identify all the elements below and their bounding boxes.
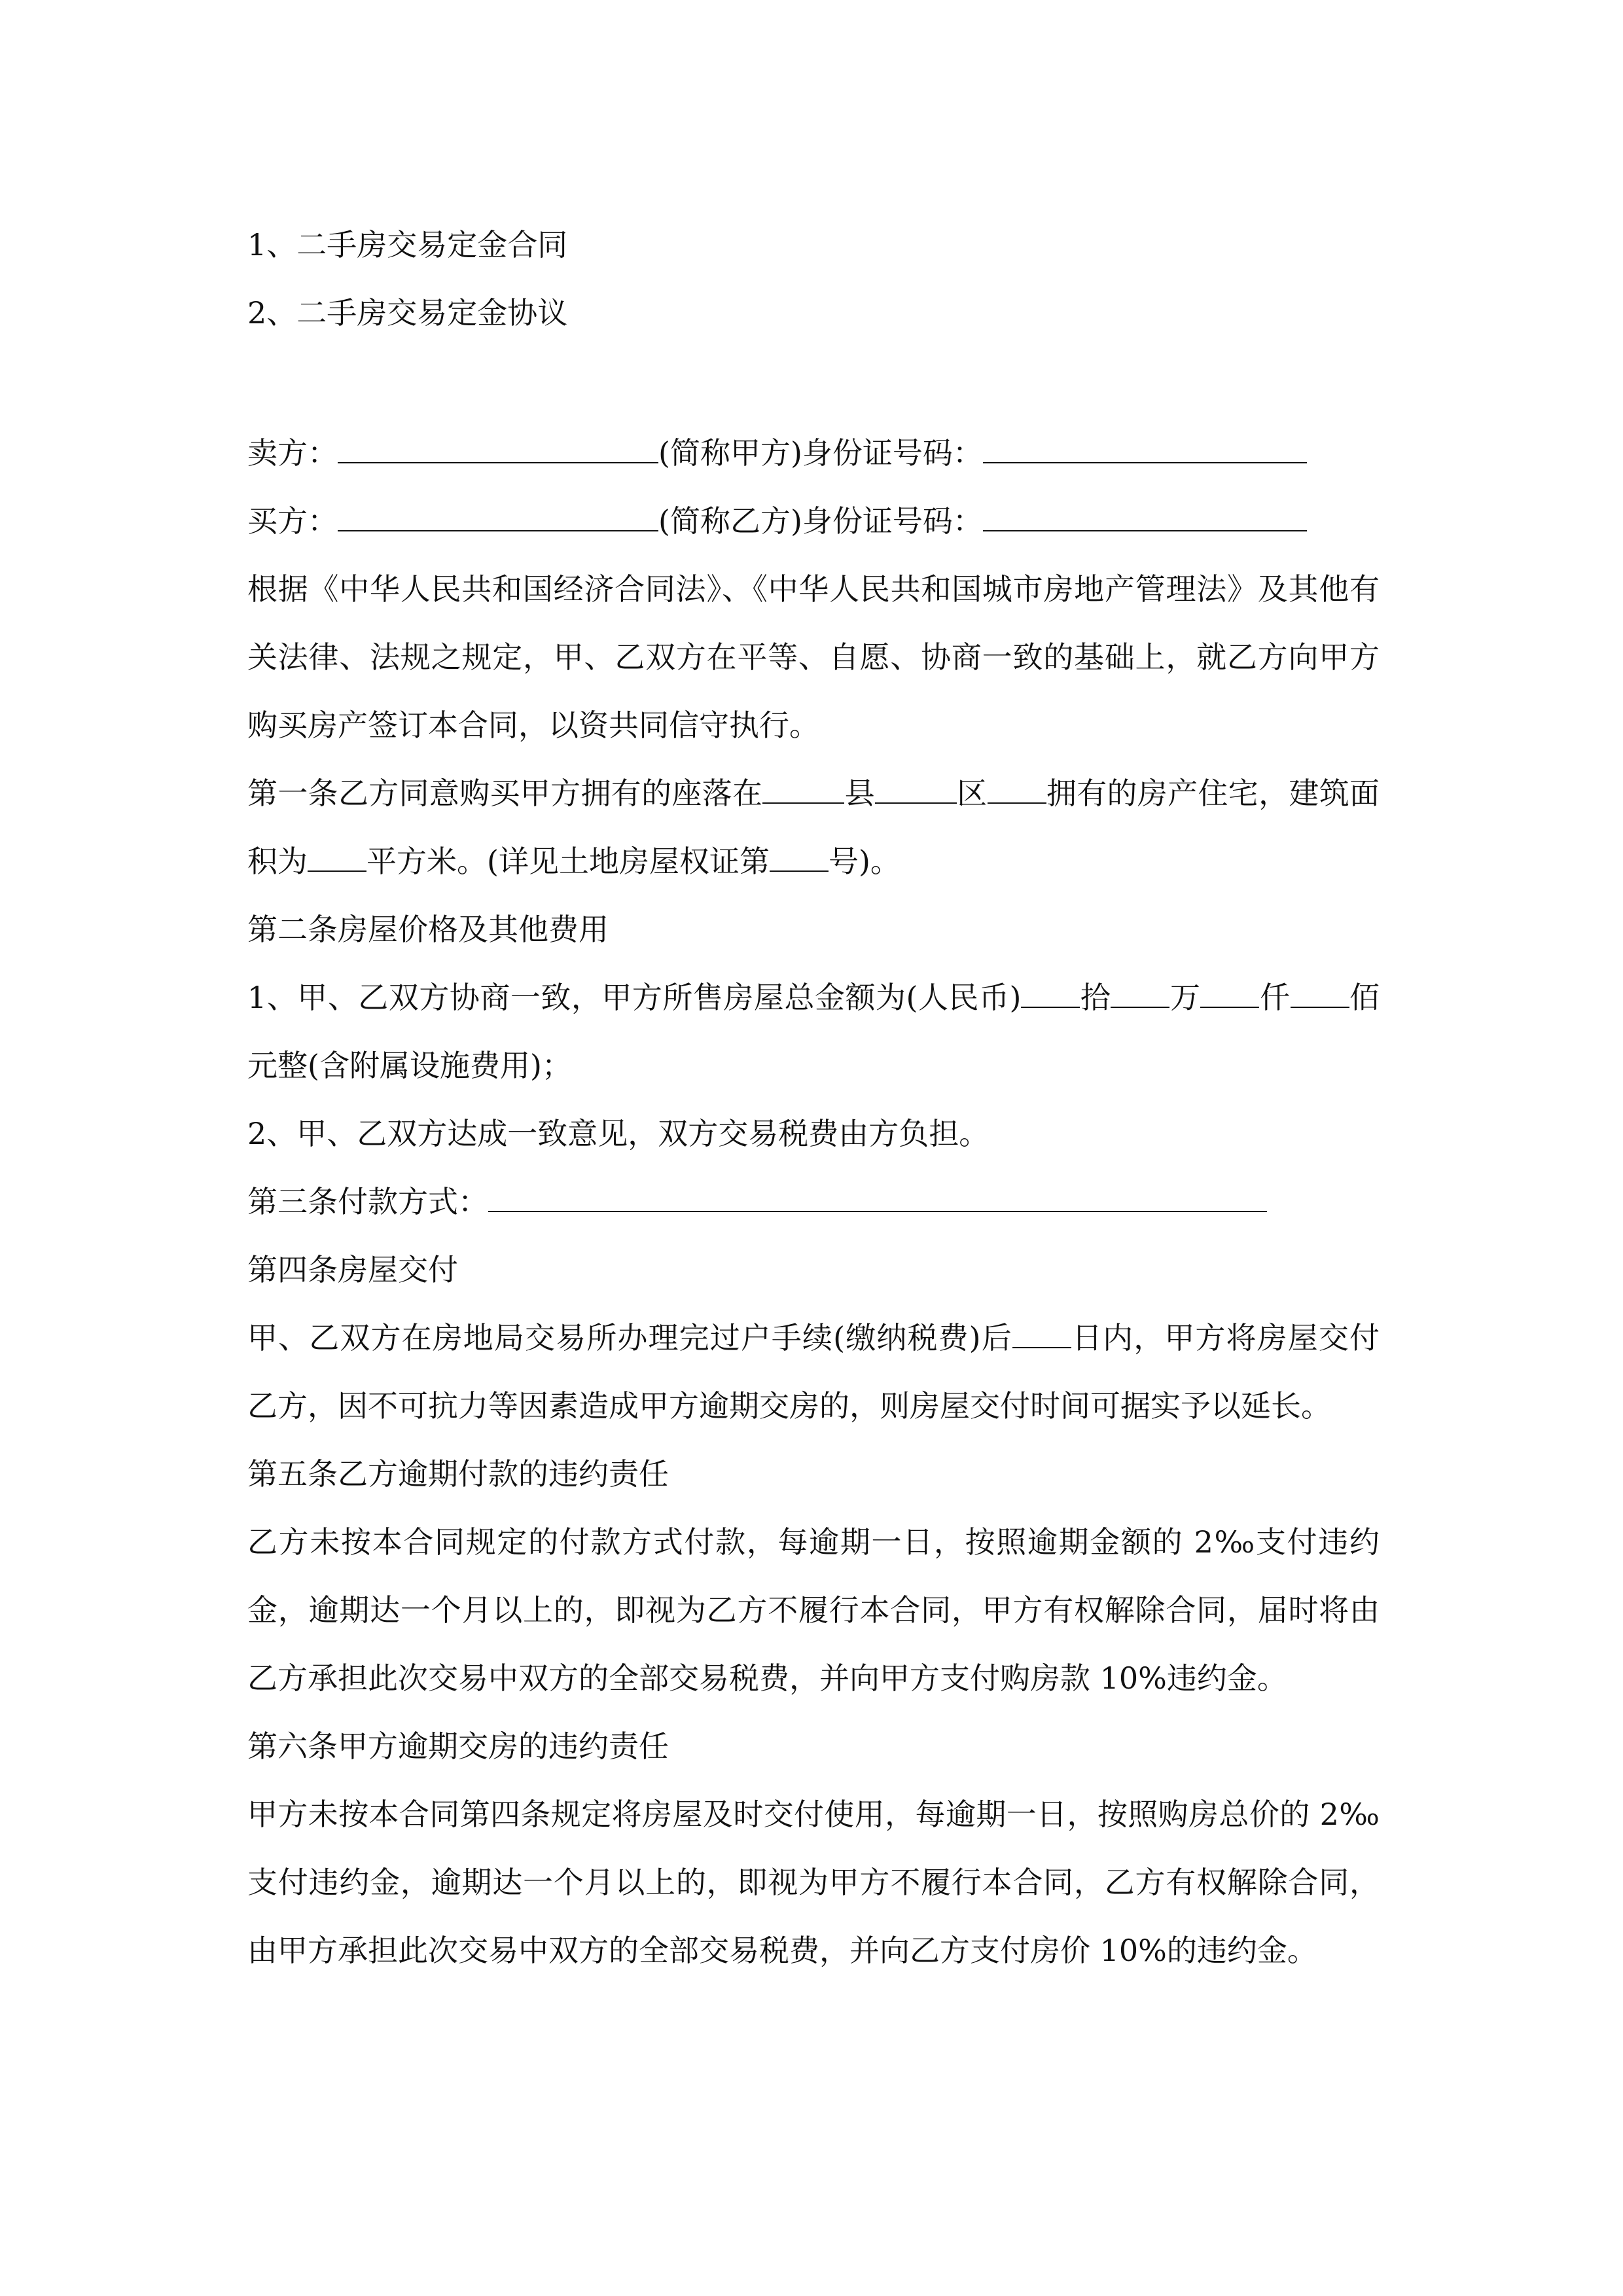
article-4-text-1: 甲、乙双方在房地局交易所办理完过户手续(缴纳税费)后	[247, 1320, 1012, 1355]
seller-note: (简称甲方)身份证号码：	[658, 435, 983, 471]
area-unit-text: 平方米。(详见土地房屋权证第	[366, 844, 770, 879]
article-1	[247, 759, 1380, 895]
delivery-days-blank	[1012, 1325, 1071, 1348]
toc-item-1: 1、二手房交易定金合同	[247, 227, 568, 262]
article-1-text-2: 拥有的房产住宅，建	[1046, 776, 1319, 811]
price-blank-4	[1291, 984, 1349, 1008]
price-blank-1	[1021, 984, 1080, 1008]
article-1-end: 号)。	[828, 844, 901, 879]
price-unit-shi: 拾	[1080, 980, 1111, 1015]
article-2-heading: 第二条房屋价格及其他费用	[247, 912, 609, 947]
buyer-line	[247, 487, 1380, 555]
article-3	[247, 1168, 1380, 1236]
payment-method-blank	[488, 1189, 1267, 1212]
article-4-text-2: 日内，甲方将房屋交付乙方，因不可抗力等因素造成甲方逾期交房的，则房屋交付时间可据实予以延长。	[247, 1320, 1380, 1424]
seller-id-blank	[983, 440, 1307, 463]
seller-label: 卖方：	[247, 435, 338, 471]
payment-method-label: 第三条付款方式：	[247, 1184, 488, 1219]
seller-name-blank	[338, 440, 658, 463]
article-4-body	[247, 1304, 1380, 1440]
article-4-heading: 第四条房屋交付	[247, 1252, 458, 1287]
intro-paragraph: 根据《中华人民共和国经济合同法》、《中华人民共和国城市房地产管理法》及其他有关法律、法规之规定，甲、乙双方在平等、自愿、协商一致的基础上，就乙方向甲方购买房产签订本合同，以资共同信守执行。	[247, 571, 1380, 743]
article-5-body: 乙方未按本合同规定的付款方式付款，每逾期一日，按照逾期金额的 2‰支付违约金，逾期达一个月以上的，即视为乙方不履行本合同，甲方有权解除合同，届时将由乙方承担此次交易中双方的全部交易税费，并向甲方支付购房款 10%违约金。	[247, 1524, 1380, 1696]
article-6-heading: 第六条甲方逾期交房的违约责任	[247, 1729, 669, 1764]
county-blank	[762, 780, 844, 804]
spacer	[247, 347, 1380, 419]
document-body	[247, 211, 1380, 1984]
price-blank-3	[1200, 984, 1259, 1008]
district-blank	[875, 780, 957, 804]
buyer-name-blank	[338, 508, 658, 531]
article-1-text: 第一条乙方同意购买甲方拥有的座落在	[247, 776, 763, 811]
buyer-label: 买方：	[247, 503, 338, 539]
buyer-note: (简称乙方)身份证号码：	[658, 503, 983, 539]
price-unit-qian: 仟	[1259, 980, 1291, 1015]
article-5-heading: 第五条乙方逾期付款的违约责任	[247, 1456, 669, 1492]
price-blank-2	[1111, 984, 1169, 1008]
county-label: 县	[844, 776, 875, 811]
article-2-item-1	[247, 963, 1380, 1100]
buyer-id-blank	[983, 508, 1307, 531]
price-unit-bai: 佰元整(含附属设施费用)；	[247, 980, 1380, 1083]
location-blank	[988, 780, 1046, 804]
area-label: 筑面积为	[247, 776, 1380, 879]
price-unit-wan: 万	[1169, 980, 1201, 1015]
article-2-item-2: 2、甲、乙双方达成一致意见，双方交易税费由方负担。	[247, 1116, 990, 1151]
area-blank	[308, 848, 366, 872]
price-text: 1、甲、乙双方协商一致，甲方所售房屋总金额为(人民币)	[247, 980, 1022, 1015]
certificate-number-blank	[770, 848, 829, 872]
toc-item-2: 2、二手房交易定金协议	[247, 295, 568, 331]
seller-line	[247, 419, 1380, 487]
article-6-body: 甲方未按本合同第四条规定将房屋及时交付使用，每逾期一日，按照购房总价的 2‰支付违约金，逾期达一个月以上的，即视为甲方不履行本合同，乙方有权解除合同，由甲方承担此次交易中双方的全部交易税费，并向乙方支付房价 10%的违约金。	[247, 1797, 1380, 1968]
district-label: 区	[956, 776, 988, 811]
